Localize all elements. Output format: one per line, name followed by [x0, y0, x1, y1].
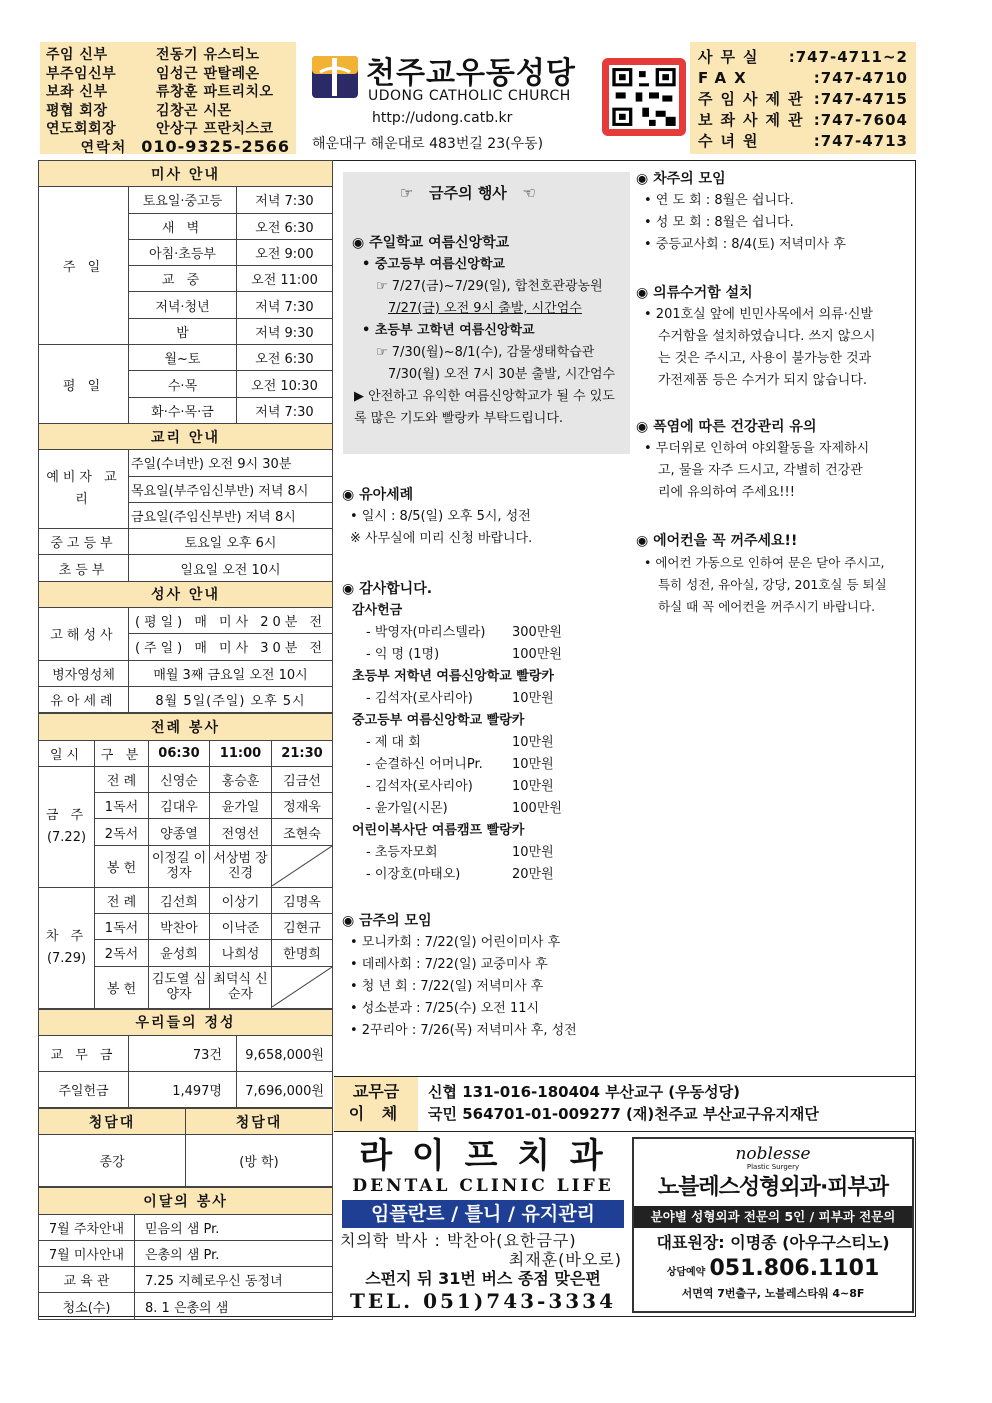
infant-time: 8월 5일(주일) 오후 5시 — [129, 686, 333, 712]
bullet-circle-icon: ◉ — [636, 285, 649, 301]
thanks-amount: 100만원 — [512, 801, 562, 816]
bullet-circle-icon: ◉ — [636, 533, 649, 549]
infant-label: 유아세례 — [39, 686, 129, 712]
liturgy-cell: 전영선 — [210, 819, 272, 845]
empty-diagonal-cell — [272, 966, 333, 1008]
liturgy-cell: 이상기 — [210, 887, 272, 913]
offering-count: 1,497명 — [129, 1071, 237, 1107]
meetings-line: • 데레사회 : 7/22(일) 교중미사 후 — [350, 957, 548, 972]
thanks-section — [342, 578, 628, 886]
liturgy-role: 봉 헌 — [95, 966, 149, 1008]
liturgy-role: 봉 헌 — [95, 845, 149, 887]
thanks-item — [342, 732, 628, 754]
mid-line2: 7/27(금) 오전 9시 출발, 시간엄수 — [388, 301, 582, 316]
sick-time: 매월 3째 금요일 오전 10시 — [129, 660, 333, 686]
mid-line1: ☞ 7/27(금)~7/29(일), 합천호관광농원 — [376, 279, 603, 294]
staff-role: 연락처 — [80, 139, 128, 156]
contact-row — [698, 109, 908, 130]
mid-title: 중고등부 여름신앙학교 — [374, 257, 505, 272]
thanks-who: - 김석자(로사리아) — [366, 779, 473, 794]
contact-row — [698, 88, 908, 109]
left-column — [38, 160, 333, 1317]
bullet-circle-icon: ◉ — [342, 913, 355, 929]
thanks-amount: 300만원 — [512, 625, 562, 640]
clothes-title: 의류수거함 설치 — [653, 285, 753, 301]
thanks-who: - 이장호(마태오) — [366, 867, 461, 882]
heat-title: 폭염에 따른 건강관리 유의 — [653, 419, 817, 435]
staff-role: 부주임신부 — [46, 65, 117, 82]
elem-time: 일요일 오전 10시 — [129, 555, 333, 581]
meetings-line: • 모니카회 : 7/22(일) 어린이미사 후 — [350, 935, 561, 950]
baptism-line2: ※ 사무실에 미리 신청 바랍니다. — [350, 531, 533, 546]
staff-name: 안상구 프란치스코 — [156, 121, 274, 138]
contact-row — [698, 67, 908, 88]
service-value: 믿음의 샘 Pr. — [135, 1214, 333, 1240]
contact-value: 747-4713 — [820, 131, 908, 150]
bank-label1: 교무금 — [352, 1082, 400, 1101]
bank-transfer — [334, 1076, 916, 1132]
staff-panel — [40, 42, 296, 157]
dental-doctor-label: 치의학 박사 : — [340, 1231, 441, 1250]
offering-label: 교 무 금 — [39, 1035, 129, 1071]
noblesse-phone: 051.806.1101 — [709, 1256, 880, 1281]
liturgy-cell: 서상범 장진경 — [210, 845, 272, 887]
mass-who: 토요일·중고등 — [129, 187, 237, 213]
catechumen-time: 주일(수녀반) 오전 9시 30분 — [129, 450, 333, 476]
liturgy-cell: 이정길 이정자 — [149, 845, 210, 887]
events-content: ◉ 주일학교 여름신앙학교 • 중고등부 여름신앙학교 ☞ 7/27(금)~7/29(일), 합천호관광농원 7/27(금) 오전 9시 출발, 시간엄수 • 초등부 고학년 여름신앙학교 ☞ 7/30(월)~8/1(수), 감물생태학습관 7/30(월) 오전 7시 30분 출발, 시간엄수 ▶ 안전하고 유익한 여름신앙학교가 될 수 있도록 많은 기도와 빨랑카 부탁드립니다. — [352, 232, 628, 430]
thanks-item — [342, 644, 628, 666]
thanks-title: 감사합니다. — [359, 581, 433, 597]
clothes-line: • 201호실 앞에 빈민사목에서 의류·신발 — [644, 307, 873, 322]
offering-count: 73건 — [129, 1035, 237, 1071]
bullet-circle-icon: ◉ — [342, 581, 355, 597]
liturgy-cell: 나희성 — [210, 940, 272, 966]
pointing-hand-icon: ☞ — [400, 184, 414, 202]
schedule-table — [38, 160, 333, 713]
heat-line: 고, 물을 자주 드시고, 각별히 건강관 — [658, 463, 863, 478]
month-service-title: 이달의 봉사 — [39, 1188, 333, 1214]
heat-line: • 무더위로 인하여 야외활동을 자제하시 — [644, 441, 870, 456]
thanks-amount: 100만원 — [512, 647, 562, 662]
staff-role: 보좌 신부 — [46, 84, 108, 101]
contact-sep: : — [813, 89, 821, 108]
thanks-amount: 10만원 — [512, 845, 554, 860]
dental-doctor2: 최재훈(바오로) — [508, 1250, 622, 1269]
church-logo-icon — [310, 52, 360, 102]
contact-label: 사무실 — [698, 48, 766, 66]
liturgy-cell: 김도열 심양자 — [149, 966, 210, 1008]
mass-time: 저녁 9:30 — [237, 318, 333, 344]
dental-ad — [338, 1137, 628, 1313]
dental-en: DENTAL CLINIC LIFE — [352, 1176, 614, 1196]
next-week-date: (7.29) — [46, 950, 87, 966]
contact-panel — [690, 42, 916, 154]
offering-title: 우리들의 정성 — [39, 1009, 333, 1035]
bullet-circle-icon: ◉ — [342, 487, 355, 503]
this-week-label: 금 주 — [45, 807, 88, 823]
liturgy-table — [38, 713, 333, 1008]
mass-who: 화·수·목·금 — [129, 397, 237, 423]
staff-name: 김창곤 시몬 — [156, 102, 232, 119]
thanks-item — [342, 688, 628, 710]
thanks-item — [342, 622, 628, 644]
contact-sep: : — [813, 110, 821, 129]
cheongdang-table — [38, 1108, 333, 1187]
church-address: 해운대구 해운대로 483번길 23(우동) — [312, 136, 544, 152]
noblesse-name: 노블레스성형외과·피부과 — [657, 1175, 889, 1200]
mass-who: 월~토 — [129, 345, 237, 371]
service-label: 청소(수) — [39, 1293, 135, 1319]
next_meetings-line: • 연 도 회 : 8월은 쉽니다. — [644, 193, 794, 208]
mass-who: 수·목 — [129, 371, 237, 397]
thanks-amount: 10만원 — [512, 779, 554, 794]
month-service-table — [38, 1187, 333, 1319]
noblesse-banner: 분야별 성형외과 전문의 5인 / 피부과 전문의 — [634, 1206, 912, 1228]
contact-label: 수녀원 — [698, 132, 766, 150]
staff-role: 주임 신부 — [46, 47, 108, 64]
clothes-section — [636, 282, 914, 392]
thanks-who: - 제 대 회 — [366, 735, 421, 750]
contact-label: FAX — [698, 68, 754, 87]
thanks-group: 초등부 저학년 여름신앙학교 빨랑카 — [352, 669, 554, 684]
thanks-item — [342, 776, 628, 798]
liturgy-cell: 한명희 — [272, 940, 333, 966]
clothes-line: 수거함을 설치하였습니다. 쓰지 않으시 — [658, 329, 876, 344]
sacrament-title: 성사 안내 — [39, 581, 333, 607]
bullet-circle-icon: ◉ — [352, 235, 365, 251]
next-meetings-title: 차주의 모임 — [653, 171, 726, 187]
noblesse-director: 대표원장: 이명종 (아우구스티노) — [656, 1233, 890, 1252]
events-sec1: 주일학교 여름신앙학교 — [369, 235, 510, 251]
this-week-date: (7.22) — [46, 829, 87, 845]
mass-who: 저녁·청년 — [129, 292, 237, 318]
liturgy-cell: 이낙준 — [210, 914, 272, 940]
thanks-item — [342, 842, 628, 864]
service-value: 7.25 지혜로우신 동정녀 — [135, 1267, 333, 1293]
thanks-who: - 윤가일(시몬) — [366, 801, 448, 816]
thanks-item — [342, 864, 628, 886]
confession-time: (주일) 매 미사 30분 전 — [129, 634, 333, 660]
contact-row — [698, 130, 908, 151]
confession-time: (평일) 매 미사 20분 전 — [129, 608, 333, 634]
contact-label: 보좌사제관 — [698, 111, 811, 129]
staff-row — [46, 82, 290, 101]
church-url-link[interactable]: http://udong.catb.kr — [372, 110, 513, 126]
mass-who: 밤 — [129, 318, 237, 344]
next-meetings-section — [636, 168, 914, 256]
elem-label: 초등부 — [39, 555, 129, 581]
meetings-title: 금주의 모임 — [359, 913, 432, 929]
cheongdang-value: 종강 — [39, 1135, 186, 1187]
liturgy-role: 1독서 — [95, 914, 149, 940]
mass-time: 저녁 7:30 — [237, 187, 333, 213]
cheongdang-header: 청담대 — [39, 1108, 186, 1134]
liturgy-cell: 최덕식 신순자 — [210, 966, 272, 1008]
thanks-amount: 10만원 — [512, 691, 554, 706]
liturgy-role: 2독서 — [95, 940, 149, 966]
liturgy-header: 구 분 — [95, 740, 149, 766]
contact-value: 747-4710 — [820, 68, 908, 87]
baptism-section — [342, 484, 628, 550]
cheongdang-value: (방 학) — [186, 1135, 333, 1187]
contact-row — [698, 46, 908, 67]
offering-label: 주일헌금 — [39, 1071, 129, 1107]
next_meetings-line: • 성 모 회 : 8월은 쉽니다. — [644, 215, 794, 230]
contact-value: 747-4711~2 — [795, 47, 908, 66]
aircon-line: • 에어컨 가동으로 인하여 문은 닫아 주시고, — [644, 555, 885, 570]
liturgy-header: 일시 — [39, 740, 95, 766]
dental-name: 라 이 프 치 과 — [359, 1136, 607, 1176]
events-note: ▶ 안전하고 유익한 여름신앙학교가 될 수 있도록 많은 기도와 빨랑카 부탁드립니다. — [354, 389, 615, 426]
baptism-title: 유아세례 — [359, 487, 414, 503]
liturgy-cell: 김금선 — [272, 766, 333, 792]
aircon-line: 하실 때 꼭 에어컨을 꺼주시기 바랍니다. — [658, 599, 876, 614]
liturgy-header: 21:30 — [272, 740, 333, 766]
contact-value: 747-4715 — [820, 89, 908, 108]
staff-name: 류창훈 파트리치오 — [156, 84, 274, 101]
liturgy-cell: 정재욱 — [272, 793, 333, 819]
mass-who: 교 중 — [129, 266, 237, 292]
staff-row — [46, 101, 290, 120]
liturgy-role: 1독서 — [95, 793, 149, 819]
elem-line2: 7/30(월) 오전 7시 30분 출발, 시간엄수 — [388, 367, 616, 382]
meetings-section — [342, 910, 628, 1042]
mass-title: 미사 안내 — [39, 161, 333, 187]
liturgy-role: 전 례 — [95, 766, 149, 792]
dental-services: 임플란트 / 틀니 / 유지관리 — [342, 1200, 624, 1228]
liturgy-cell: 김선희 — [149, 887, 210, 913]
heat-line: 리에 유의하여 주세요!!! — [658, 485, 795, 500]
elem-line1: ☞ 7/30(월)~8/1(수), 감물생태학습관 — [376, 345, 595, 360]
sunday-label: 주 일 — [39, 187, 129, 345]
cheongdang-header: 청담대 — [186, 1108, 333, 1134]
doctrine-title: 교리 안내 — [39, 423, 333, 449]
mass-time: 저녁 7:30 — [237, 397, 333, 423]
catechumen-label: 예비자 교리 — [39, 450, 129, 529]
thanks-who: - 김석자(로사리아) — [366, 691, 473, 706]
liturgy-title: 전례 봉사 — [39, 714, 333, 740]
staff-row — [46, 45, 290, 64]
noblesse-logo: noblesse — [735, 1144, 811, 1164]
thanks-who: - 초등자모회 — [366, 845, 438, 860]
liturgy-role: 전 례 — [95, 887, 149, 913]
mass-time: 저녁 7:30 — [237, 292, 333, 318]
dental-tel: TEL. 051)743-3334 — [349, 1289, 617, 1313]
liturgy-cell: 박찬아 — [149, 914, 210, 940]
mass-time: 오전 6:30 — [237, 213, 333, 239]
dental-location: 스펀지 뒤 31번 버스 종점 맞은편 — [365, 1269, 601, 1288]
liturgy-cell: 김현규 — [272, 914, 333, 940]
mass-time: 오전 9:00 — [237, 239, 333, 265]
contact-sep: : — [813, 68, 821, 87]
liturgy-cell: 신영순 — [149, 766, 210, 792]
contact-sep: : — [788, 47, 796, 66]
liturgy-header: 11:00 — [210, 740, 272, 766]
church-name-en: UDONG CATHOLIC CHURCH — [368, 88, 571, 104]
contact-sep: : — [813, 131, 821, 150]
thanks-group: 감사헌금 — [352, 603, 403, 618]
aircon-title: 에어컨을 꼭 꺼주세요!! — [653, 533, 798, 549]
church-name-ko: 천주교우동성당 — [366, 56, 576, 91]
bank-line1: 신협 131-016-180404 부산교구 (우동성당) — [428, 1083, 740, 1101]
heat-section — [636, 416, 914, 504]
clothes-line: 는 것은 주시고, 사용이 불가능한 것과 — [658, 351, 872, 366]
mass-time: 오전 11:00 — [237, 266, 333, 292]
thanks-amount: 20만원 — [512, 867, 554, 882]
noblesse-ad — [632, 1137, 914, 1313]
staff-name: 임성근 판탈레온 — [156, 65, 260, 82]
aircon-section — [636, 530, 914, 618]
meetings-line: • 성소분과 : 7/25(수) 오전 11시 — [350, 1001, 540, 1016]
staff-row — [46, 119, 290, 138]
service-label: 7월 주차안내 — [39, 1214, 135, 1240]
thanks-item — [342, 798, 628, 820]
offering-amount: 9,658,000원 — [237, 1035, 333, 1071]
liturgy-header: 06:30 — [149, 740, 210, 766]
liturgy-role: 2독서 — [95, 819, 149, 845]
qr-code-icon — [602, 58, 686, 136]
meetings-line: • 청 년 회 : 7/22(일) 저녁미사 후 — [350, 979, 544, 994]
thanks-who: - 순결하신 어머니Pr. — [366, 757, 483, 772]
baptism-line1: • 일시 : 8/5(일) 오후 5시, 성전 — [350, 509, 531, 524]
thanks-amount: 10만원 — [512, 757, 554, 772]
liturgy-cell: 김대우 — [149, 793, 210, 819]
service-label: 7월 미사안내 — [39, 1240, 135, 1266]
mass-who: 아침·초등부 — [129, 239, 237, 265]
service-label: 교 육 관 — [39, 1267, 135, 1293]
service-value: 8. 1 은총의 샘 — [135, 1293, 333, 1319]
liturgy-cell: 홍승훈 — [210, 766, 272, 792]
staff-row — [46, 64, 290, 83]
staff-row — [46, 138, 290, 157]
thanks-item — [342, 754, 628, 776]
bank-label2: 이 체 — [348, 1104, 404, 1123]
thanks-group: 중고등부 여름신앙학교 빨랑카 — [352, 713, 525, 728]
contact-label: 주임사제관 — [698, 90, 811, 108]
staff-role: 평협 회장 — [46, 102, 108, 119]
liturgy-cell: 양종열 — [149, 819, 210, 845]
sick-label: 병자영성체 — [39, 660, 129, 686]
empty-diagonal-cell — [272, 845, 333, 887]
noblesse-reserve: 상담예약 — [666, 1267, 706, 1278]
thanks-amount: 10만원 — [512, 735, 554, 750]
catechumen-time: 금요일(주임신부반) 저녁 8시 — [129, 502, 333, 528]
liturgy-cell: 윤성희 — [149, 940, 210, 966]
dental-doctor1: 박찬아(요한금구) — [446, 1231, 577, 1250]
liturgy-cell: 윤가일 — [210, 793, 272, 819]
noblesse-logo-sub: Plastic Surgery — [746, 1163, 800, 1171]
offering-amount: 7,696,000원 — [237, 1071, 333, 1107]
offering-table — [38, 1009, 333, 1108]
staff-name: 010-9325-2566 — [141, 137, 290, 157]
events-title: 금주의 행사 — [429, 184, 507, 202]
mass-who: 새 벽 — [129, 213, 237, 239]
events-title-row — [400, 182, 536, 204]
catechumen-time: 목요일(부주임신부반) 저녁 8시 — [129, 476, 333, 502]
mass-time: 오전 6:30 — [237, 345, 333, 371]
elem-title: 초등부 고학년 여름신앙학교 — [374, 323, 535, 338]
meetings-line: • 2꾸리아 : 7/26(목) 저녁미사 후, 성전 — [350, 1023, 577, 1038]
thanks-who: - 익 명 (1명) — [366, 647, 440, 662]
mass-time: 오전 10:30 — [237, 371, 333, 397]
staff-name: 전동기 유스티노 — [156, 47, 260, 64]
weekday-label: 평 일 — [39, 345, 129, 424]
staff-role: 연도회회장 — [46, 121, 117, 138]
next-week-label: 차 주 — [45, 928, 88, 944]
contact-value: 747-7604 — [820, 110, 908, 129]
thanks-group: 어린이복사단 여름캠프 빨랑카 — [352, 823, 525, 838]
pointing-hand-icon: ☜ — [522, 184, 536, 202]
confession-label: 고해성사 — [39, 608, 129, 661]
liturgy-cell: 조현숙 — [272, 819, 333, 845]
next_meetings-line: • 중등교사회 : 8/4(토) 저녁미사 후 — [644, 237, 846, 252]
bullet-circle-icon: ◉ — [636, 171, 649, 187]
noblesse-addr: 서면역 7번출구, 노블레스타워 4~8F — [681, 1287, 865, 1300]
liturgy-cell: 김명옥 — [272, 887, 333, 913]
bank-line2: 국민 564701-01-009277 (재)천주교 부산교구유지재단 — [428, 1105, 819, 1123]
middle-label: 중고등부 — [39, 529, 129, 555]
bullet-circle-icon: ◉ — [636, 419, 649, 435]
middle-time: 토요일 오후 6시 — [129, 529, 333, 555]
aircon-line: 특히 성전, 유아실, 강당, 201호실 등 퇴실 — [658, 577, 887, 592]
service-value: 은총의 샘 Pr. — [135, 1240, 333, 1266]
thanks-who: - 박영자(마리스텔라) — [366, 625, 486, 640]
clothes-line: 가전제품 등은 수거가 되지 않습니다. — [658, 373, 868, 388]
